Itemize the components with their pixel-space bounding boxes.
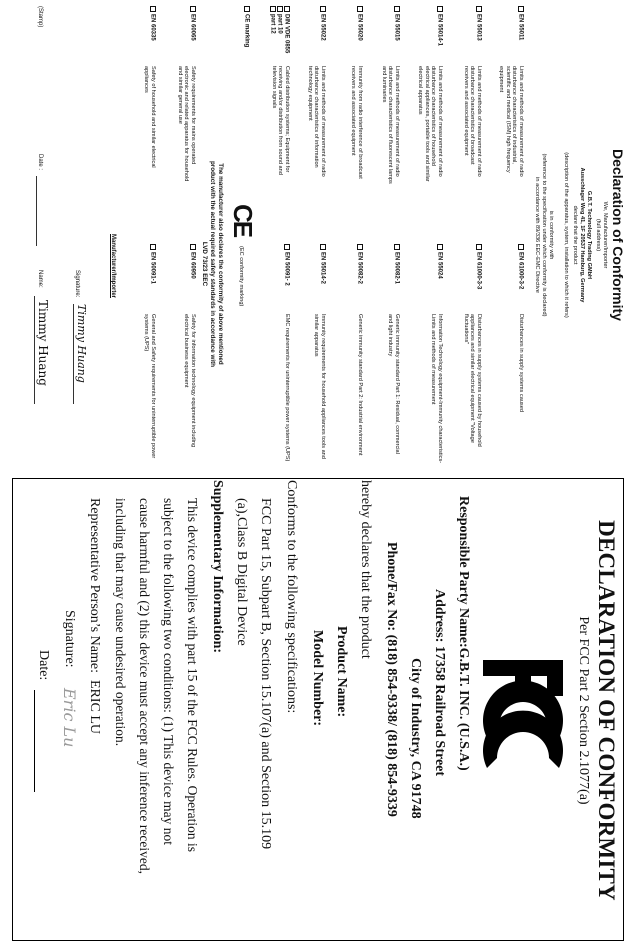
eu-date-label: Date : <box>37 154 43 171</box>
eu-signature-label: Signature: <box>74 270 80 298</box>
checkbox-icon <box>150 6 156 12</box>
checkbox-icon <box>518 6 524 12</box>
eu-name-label: Name: <box>37 270 43 288</box>
fcc-supp-line-1: subject to the following two conditions: (1) This device may not <box>161 498 176 845</box>
fcc-party: Responsible Party Name:G.B.T. INC. (U.S.A.) <box>456 496 471 771</box>
eu-std-right-4-text: Generic immunity standard Part 2: Industrial environment <box>357 314 363 456</box>
eu-std-left-1-text: Limits and methods of measurement of radio disturbance characteristics of broadcast receivers and associated equipment <box>462 66 482 177</box>
eu-signature: Timmy Huang <box>75 304 88 383</box>
eu-std-right-0-code: EN 61000-3-2 <box>516 244 524 289</box>
fcc-sig-label: Signature: <box>62 610 77 668</box>
eu-directive: in accordance with 89/336 EEC-EMC Directive <box>534 177 540 293</box>
eu-declare: declare that the product <box>572 205 578 265</box>
eu-header-line1: We, Manufacturer/Importer <box>602 201 608 269</box>
checkbox-icon <box>284 6 290 12</box>
eu-std-left-5-code: EN 55022 <box>318 6 326 41</box>
fcc-title: DECLARATION OF CONFORMITY <box>594 520 619 901</box>
eu-std-left-6-code: DIN VDE 0855 <box>282 6 290 53</box>
eu-safety-right-1-text: General and Safety requirements for uninterruptible power systems (UPS) <box>143 314 156 459</box>
eu-std-right-4-code: EN 50082-2 <box>355 244 363 284</box>
fcc-address-city: City of Industry, CA 91748 <box>408 658 423 819</box>
eu-std-right-1-text: Disturbances in supply systems caused by household appliances and similar electrical equipment "Voltage fluctuations" <box>462 314 482 447</box>
fcc-phone: Phone/Fax No: (818) 854-9338/ (818) 854-9339 <box>384 542 399 817</box>
eu-std-left-4-code: EN 55020 <box>355 6 363 41</box>
eu-conformity: is in conformity with <box>548 210 554 260</box>
eu-std-right-3-code: EN 50082-1 <box>392 244 400 284</box>
checkbox-icon <box>150 244 156 250</box>
checkbox-icon <box>394 6 400 12</box>
eu-reference: (reference to the specification under which conformity is declared) <box>541 153 547 317</box>
eu-std-left-2-code: EN 55014-1 <box>435 6 443 46</box>
eu-safety-left-0-text: Safety requirements for mains operated electronic and related apparatus for household and similar general use <box>176 66 196 182</box>
fcc-spec2: (a),Class B Digital Device <box>234 498 249 646</box>
checkbox-icon <box>476 6 482 12</box>
fcc-supp-line-2: cause harmful and (2) this device must accept any inference received, <box>137 498 152 874</box>
eu-std-left-5-text: Limits and methods of measurement of radio disturbance characteristics of information technology equipment <box>306 66 326 177</box>
eu-date-line <box>36 176 37 246</box>
checkbox-checked-icon <box>518 244 524 250</box>
eu-name: Timmy Huang <box>36 300 50 386</box>
fcc-date-label: Date: <box>36 650 51 681</box>
eu-std-right-2-text: Information Technology equipment-Immunity characteristics-Limits and methods of measurement <box>430 314 443 464</box>
checkbox-icon <box>320 6 326 12</box>
fcc-signature: Eric Lu <box>60 688 79 748</box>
eu-description: (description of the apparatus, system, installation to which it refers) <box>563 152 569 318</box>
checkbox-icon <box>190 244 196 250</box>
fcc-declaration-page <box>17 480 623 937</box>
checkbox-checked-icon <box>437 244 443 250</box>
eu-std-right-0-text: Disturbances in supply systems caused <box>518 314 524 412</box>
fcc-rep: Representative Person’s Name: ERIC LU <box>87 498 102 735</box>
checkbox-icon <box>190 6 196 12</box>
eu-std-left-1-code: EN 55013 <box>474 6 482 41</box>
eu-safety-right-0-code: EN 60950 <box>188 244 196 279</box>
fcc-logo-icon <box>479 654 567 772</box>
eu-std-left-3-text: Limits and methods of measurement of radio disturbance characteristics of fluorescent lamps and luminaries <box>380 66 400 184</box>
eu-std-right-3-text: Generic immunity standard Part 1: Residual, commercial and light industry <box>387 314 400 454</box>
eu-std-right-6-text: EMC requirements for uninterruptible power systems (UPS) <box>284 314 290 462</box>
checkbox-icon <box>320 244 326 250</box>
eu-stamp-label: (Stamp) <box>37 6 43 28</box>
checkbox-icon <box>437 6 443 12</box>
eu-std-right-6-code: EN 50091- 2 <box>282 244 290 286</box>
eu-signature-line <box>73 304 74 404</box>
checkbox-checked-icon <box>244 6 250 12</box>
eu-std-left-2-text: Limits and methods of measurement of radio disturbance characteristics of household electrical appliances, portable tools and similar electrical apparatus <box>416 66 443 182</box>
checkbox-icon <box>357 6 363 12</box>
checkbox-checked-icon <box>476 244 482 250</box>
eu-ce-marking: CE marking <box>242 6 250 47</box>
eu-address: Ausschlager Weg 41, 1F 20537 Hamburg, Germany <box>579 167 585 303</box>
checkbox-icon <box>394 244 400 250</box>
eu-declaration-section <box>0 0 637 470</box>
eu-std-right-5-text: Immunity requirements for household appliances tools and similar apparatus <box>313 314 326 459</box>
checkbox-icon <box>284 244 290 250</box>
checkbox-icon <box>270 6 276 12</box>
fcc-subtitle: Per FCC Part 2 Section 2.1077(a) <box>576 616 591 805</box>
fcc-spec1: FCC Part 15, Subpart B, Section 15.107(a) and Section 15.109 <box>258 498 273 850</box>
eu-din-part-10: part 10 <box>275 6 283 34</box>
eu-std-right-2-code: EN 55024 <box>435 244 443 279</box>
eu-std-right-1-code: EN 61000-3-3 <box>474 244 482 289</box>
eu-name-line <box>34 296 35 404</box>
fcc-supp-line-3: including that may cause undesired operation. <box>113 498 128 747</box>
eu-safety-right-0-text: Safety for information technology equipment including electrical business equipment <box>183 314 196 448</box>
fcc-model-label: Model Number: <box>310 630 325 727</box>
eu-std-left-4-text: Immunity from radio interference of broadcast receivers and associated equipment <box>350 66 363 179</box>
fcc-product-label: Product Name: <box>334 626 349 718</box>
eu-manufacturer-label: Manufacturer/Importer <box>110 234 116 299</box>
eu-header-line2: (full address) <box>595 218 601 252</box>
eu-title: Declaration of Conformity <box>610 149 626 321</box>
checkbox-icon <box>357 244 363 250</box>
eu-std-left-6-text: Cabled distribution systems; Equipment for receiving and/or distribution from sound and television signals <box>270 66 290 175</box>
eu-std-left-3-code: EN 55015 <box>392 6 400 41</box>
eu-company: G.B.T. Technology Trading GMbH <box>586 190 592 280</box>
fcc-declares: hereby declares that the product <box>358 480 373 659</box>
eu-safety-left-1-code: EN 60335 <box>148 6 156 41</box>
fcc-date-line <box>34 690 35 792</box>
eu-std-left-0-code: EN 55011 <box>516 6 524 40</box>
eu-safety-left-0-code: EN 60065 <box>188 6 196 41</box>
eu-std-left-0-text: Limits and methods of measurement of radio disturbance characteristics of industrial, scientific and medical (ISM) high frequency equipment <box>497 66 524 177</box>
eu-safety-right-1-code: EN 50091-1 <box>148 244 156 284</box>
eu-din-part-12: part 12 <box>268 6 276 34</box>
eu-declaration-page <box>3 4 628 466</box>
ce-logo: CE <box>228 204 258 237</box>
checkbox-icon <box>277 6 283 12</box>
eu-std-right-5-code: EN 55014-2 <box>318 244 326 284</box>
fcc-supp-label: Supplementary Information: <box>210 480 225 654</box>
fcc-conforms: Conforms to the following specifications: <box>284 480 299 714</box>
eu-ce-caption: (EC conformity marking) <box>238 246 244 307</box>
eu-lvd-declaration: The manufacturer also declares the conformity of above mentioned product with the actual required safety standards in accordance with LVD 73/23 EEC <box>200 160 224 368</box>
fcc-supp-line-0: This device complies with part 15 of the FCC Rules. Operation is <box>185 498 200 852</box>
fcc-address: Address: 17358 Railroad Street <box>432 589 447 777</box>
eu-safety-left-1-text: Safety of household and similar electrical appliances <box>143 66 156 168</box>
